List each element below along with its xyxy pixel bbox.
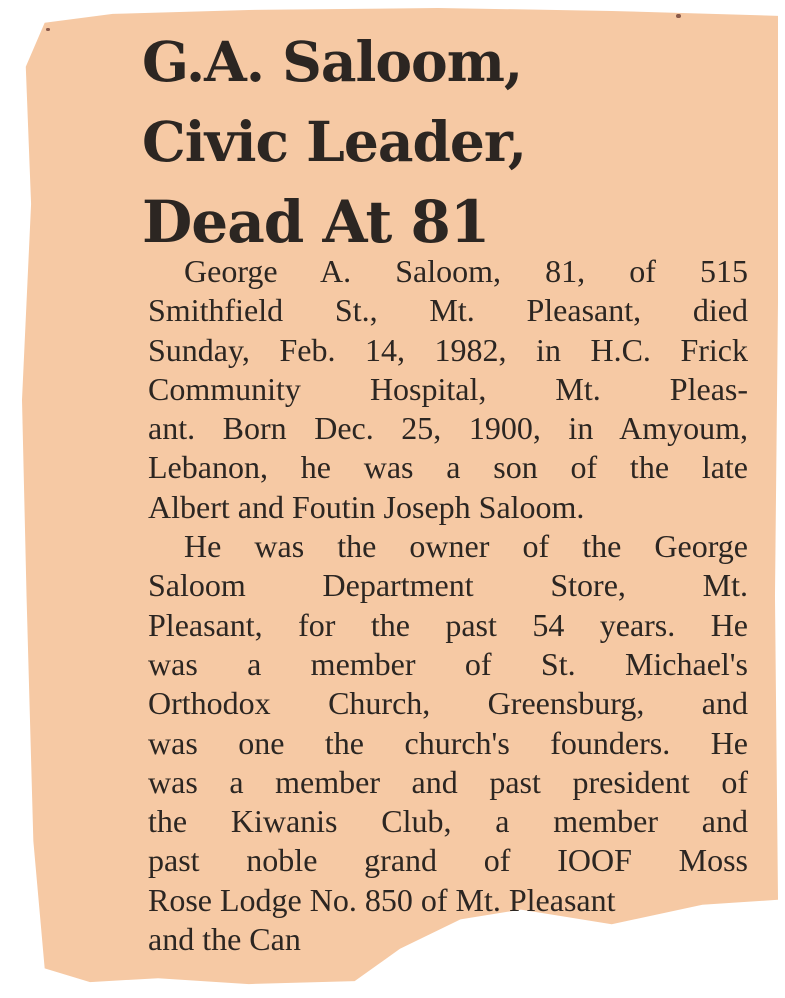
text-line: Albert and Foutin Joseph Saloom.	[148, 488, 585, 525]
text-line: ant. Born Dec. 25, 1900, in Amyoum,	[148, 410, 748, 447]
text-line: Smithfield St., Mt. Pleasant, died	[148, 292, 748, 329]
text-line-torn: Rose Lodge No. 850 of Mt. Pleasant	[148, 881, 616, 918]
text-line: George A. Saloom, 81, of 515	[184, 253, 748, 289]
paper-speck	[46, 28, 50, 31]
headline-line-1: G.A. Saloom,	[142, 29, 523, 94]
headline-line-2: Civic Leader,	[142, 109, 527, 174]
text-line: was a member of St. Michael's	[148, 645, 748, 682]
text-line: Orthodox Church, Greensburg, and	[148, 685, 748, 722]
text-line: past noble grand of IOOF Moss	[148, 842, 748, 879]
text-line: was one the church's founders. He	[148, 724, 748, 761]
paragraph-2	[148, 527, 748, 959]
text-line: the Kiwanis Club, a member and	[148, 803, 748, 840]
paper-speck	[676, 14, 681, 18]
text-line: Community Hospital, Mt. Pleas-	[148, 370, 748, 407]
text-line: Saloom Department Store, Mt.	[148, 567, 748, 604]
text-line: Sunday, Feb. 14, 1982, in H.C. Frick	[148, 331, 748, 368]
text-line-torn: and the Can	[148, 921, 301, 958]
paragraph-1	[148, 252, 748, 527]
article-headline	[142, 22, 762, 262]
text-line: Pleasant, for the past 54 years. He	[148, 606, 748, 643]
text-line: was a member and past president of	[148, 763, 748, 800]
headline-line-3: Dead At 81	[142, 188, 490, 256]
article-body	[148, 252, 748, 959]
text-line: He was the owner of the George	[184, 528, 748, 565]
text-line: Lebanon, he was a son of the late	[148, 449, 748, 486]
